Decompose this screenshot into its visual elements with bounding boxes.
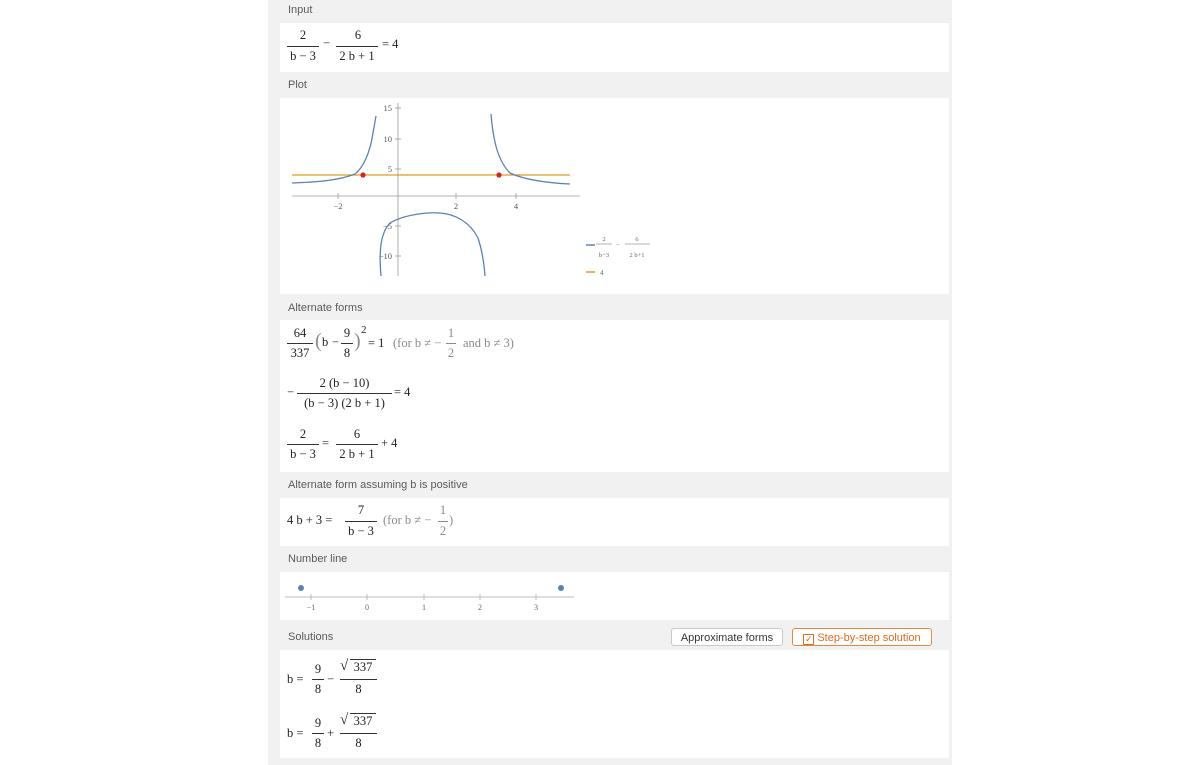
fraction-bar [312,733,324,734]
math-den: 8 [343,346,351,360]
fraction-bar [287,46,319,47]
curve-right-branch [491,114,570,184]
math-num: 6 [353,427,361,441]
results-column [268,0,952,765]
pod-title-number-line: Number line [288,553,348,565]
pod-title-input: Input [288,4,313,16]
fraction-bar [287,444,319,445]
curve-middle-branch [380,213,485,276]
number-line-svg [280,572,949,620]
math-num: 1 [447,326,455,340]
math-num: 64 [293,326,307,340]
math-op: − [332,335,340,349]
math-num: 2 (b − 10) [319,376,370,390]
math-eq: = 4 [394,385,411,399]
math-den: 337 [290,346,310,360]
fraction-bar [340,733,377,734]
math-den: b − 3 [348,524,374,538]
pod-plot [280,98,949,294]
math-num: 2 [299,427,307,441]
math-op: + [327,726,335,740]
math-num: 337 [353,714,373,728]
math-eq: = 1 [368,336,385,350]
intersection-point [360,172,365,177]
x-tick-label: 4 [513,201,519,211]
pod-solutions [280,650,949,758]
math-den: 2 [447,346,455,360]
step-by-step-label: Step-by-step solution [817,632,921,644]
math-eq: = 4 [382,37,399,51]
checkbox-icon: ✓ [805,634,813,644]
math-den: (b − 3) (2 b + 1) [304,396,385,410]
solution-point [558,585,564,591]
fraction-bar [341,343,353,344]
solution-point [298,585,304,591]
plot-svg [280,98,949,294]
x-tick-label: −2 [333,201,343,211]
math-lhs: b = [287,726,304,740]
math-num: 1 [439,503,447,517]
math-num: 337 [353,660,373,674]
y-tick-label: 10 [383,134,392,144]
sqrt-icon: √ [340,658,349,674]
math-op: − [323,36,331,50]
intersection-point [496,172,501,177]
number-line-tick-label: −1 [306,603,316,612]
fraction-bar [336,46,378,47]
math-den: 8 [314,682,322,696]
fraction-bar [287,343,313,344]
math-den: b − 3 [290,49,316,63]
math-den: 8 [355,682,362,696]
math-num: 9 [314,716,322,730]
math-op: − [327,672,335,686]
pod-input [280,23,949,72]
approximate-forms-button[interactable]: Approximate forms [671,628,783,646]
legend-text: 2 b+1 [629,252,645,259]
fraction-bar [345,521,377,522]
y-tick-label: −10 [378,251,392,261]
sqrt-icon: √ [340,712,349,728]
fraction-bar [297,393,392,394]
number-line-tick-label: 3 [534,603,538,612]
legend-text: 4 [600,269,604,277]
math-lhs: b = [287,672,304,686]
x-tick-label: 2 [453,201,459,211]
math-num: 2 [299,28,307,42]
pod-title-plot: Plot [288,79,307,91]
pod-title-solutions: Solutions [288,631,334,643]
pod-alternate-positive [280,498,949,546]
pod-title-alternate-forms: Alternate forms [288,302,363,314]
legend-text: 2 [602,236,606,243]
math-num: 7 [357,503,365,517]
math-den: 2 b + 1 [339,49,375,63]
fraction-bar [312,679,324,680]
math-num: 6 [354,28,362,42]
math-num: 9 [343,326,351,340]
math-condition: (for b ≠ − [393,336,442,350]
y-tick-label: 15 [383,103,392,113]
math-var: b [322,335,329,349]
math-den: 8 [314,736,322,750]
math-condition: (for b ≠ − [383,513,432,527]
y-tick-label: 5 [387,164,392,174]
math-den: b − 3 [290,447,316,461]
math-den: 2 [439,524,447,538]
step-by-step-button[interactable] [792,628,932,646]
math-op: + 4 [381,436,398,450]
pod-number-line [280,572,949,620]
math-den: 2 b + 1 [339,447,375,461]
fraction-bar [340,679,377,680]
math-lhs: 4 b + 3 = [287,513,333,527]
math-eq: = [322,436,330,450]
legend-text: b−3 [598,252,610,259]
math-paren: ) [354,330,361,352]
math-den: 8 [355,736,362,750]
math-condition: and b ≠ 3) [463,336,514,350]
math-op: − [287,385,295,399]
math-paren: ( [315,330,322,352]
fraction-bar [336,444,378,445]
fraction-bar [438,521,448,522]
number-line-tick-label: 2 [478,603,482,612]
math-exponent: 2 [361,324,367,336]
math-condition: ) [449,513,454,527]
svg-text:−: − [616,242,620,249]
pod-alternate-forms [280,320,949,472]
pod-title-alternate-positive: Alternate form assuming b is positive [288,479,468,491]
fraction-bar [446,343,456,344]
number-line-tick-label: 1 [422,603,426,612]
math-num: 9 [314,662,322,676]
legend-text: 6 [635,236,639,243]
y-tick-label: −5 [382,221,392,231]
number-line-tick-label: 0 [365,603,369,612]
